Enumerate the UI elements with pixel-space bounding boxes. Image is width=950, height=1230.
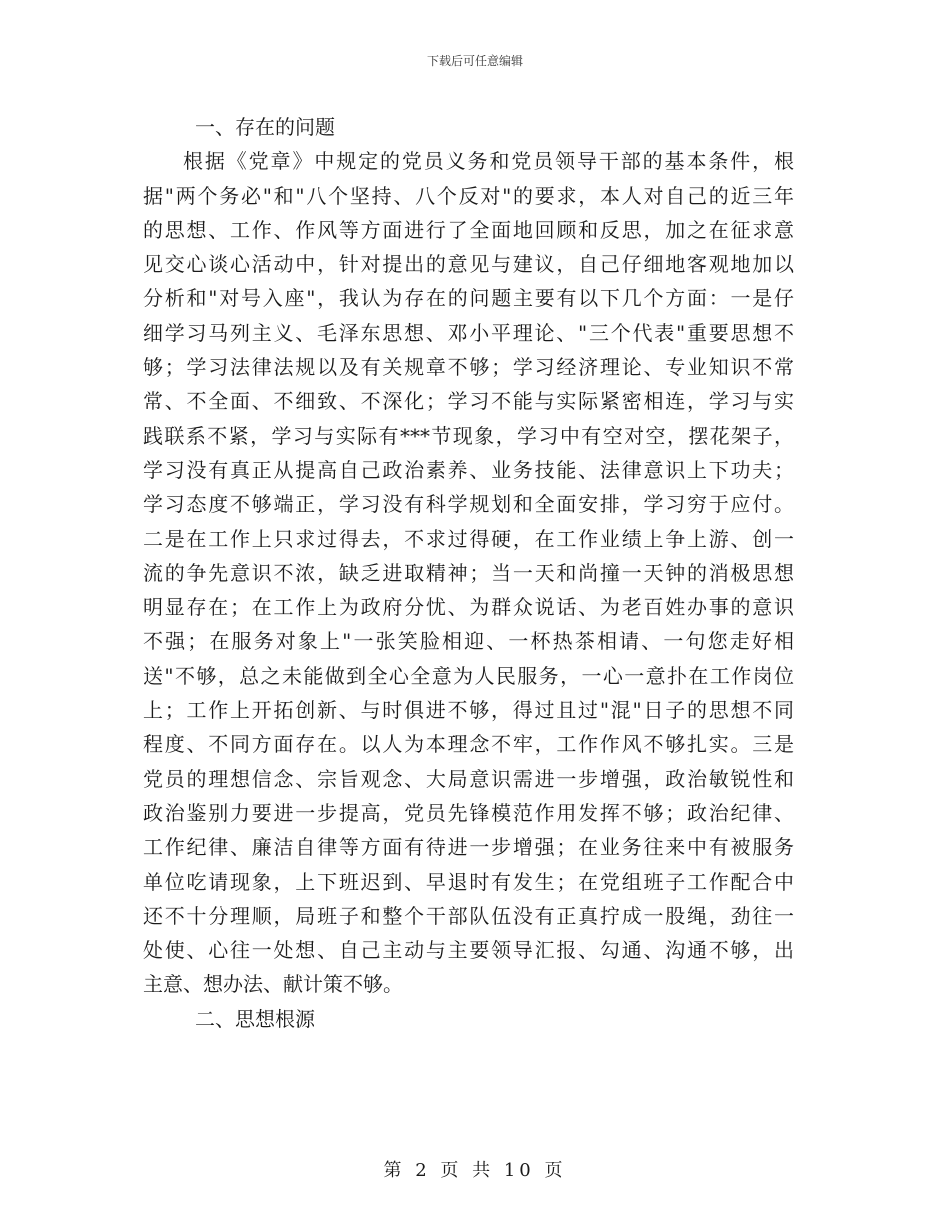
paragraph-line: 上；工作上开拓创新、与时俱进不够，得过且过"混"日子的思想不同	[143, 698, 794, 723]
paragraph-line: 二是在工作上只求过得去，不求过得硬，在工作业绩上争上游、创一	[143, 526, 794, 551]
paragraph-line: 还不十分理顺，局班子和整个干部队伍没有正真拧成一股绳，劲往一	[143, 903, 794, 928]
paragraph-line: 程度、不同方面存在。以人为本理念不牢，工作作风不够扎实。三是	[143, 732, 794, 757]
paragraph-line: 学习态度不够端正，学习没有科学规划和全面安排，学习穷于应付。	[143, 492, 794, 517]
paragraph-line: 常、不全面、不细致、不深化；学习不能与实际紧密相连，学习与实	[143, 389, 794, 414]
paragraph-line: 据"两个务必"和"八个坚持、八个反对"的要求，本人对自己的近三年	[143, 183, 794, 208]
paragraph-line: 送"不够，总之未能做到全心全意为人民服务，一心一意扑在工作岗位	[143, 663, 794, 688]
paragraph-line: 工作纪律、廉洁自律等方面有待进一步增强；在业务往来中有被服务	[143, 835, 794, 860]
paragraph-line: 党员的理想信念、宗旨观念、大局意识需进一步增强，政治敏锐性和	[143, 766, 794, 791]
paragraph-line: 不强；在服务对象上"一张笑脸相迎、一杯热茶相请、一句您走好相	[143, 629, 794, 654]
section-heading-ideological-roots: 二、思想根源	[195, 1006, 315, 1031]
paragraph-line: 分析和"对号入座"，我认为存在的问题主要有以下几个方面：一是仔	[143, 286, 794, 311]
problems-paragraph	[143, 144, 794, 1001]
paragraph-line: 政治鉴别力要进一步提高，党员先锋模范作用发挥不够；政治纪律、	[143, 800, 794, 825]
paragraph-line: 细学习马列主义、毛泽东思想、邓小平理论、"三个代表"重要思想不	[143, 320, 794, 345]
section-heading-problems: 一、存在的问题	[195, 115, 335, 139]
page-number-footer: 第 2 页 共 10 页	[383, 1160, 567, 1181]
paragraph-line: 单位吃请现象，上下班迟到、早退时有发生；在党组班子工作配合中	[143, 869, 794, 894]
paragraph-line: 根据《党章》中规定的党员义务和党员领导干部的基本条件，根	[183, 149, 794, 174]
paragraph-line: 的思想、工作、作风等方面进行了全面地回顾和反思，加之在征求意	[143, 217, 794, 242]
paragraph-line: 明显存在；在工作上为政府分忧、为群众说话、为老百姓办事的意识	[143, 595, 794, 620]
paragraph-line: 践联系不紧，学习与实际有***节现象，学习中有空对空，摆花架子，	[143, 423, 794, 448]
paragraph-line: 流的争先意识不浓，缺乏进取精神；当一天和尚撞一天钟的消极思想	[143, 560, 794, 585]
paragraph-line: 学习没有真正从提高自己政治素养、业务技能、法律意识上下功夫；	[143, 457, 794, 482]
document-body	[143, 110, 794, 1036]
page-header-note: 下载后可任意编辑	[426, 54, 523, 68]
paragraph-line: 主意、想办法、献计策不够。	[143, 972, 403, 997]
paragraph-line: 见交心谈心活动中，针对提出的意见与建议，自己仔细地客观地加以	[143, 252, 794, 277]
paragraph-line: 处使、心往一处想、自己主动与主要领导汇报、勾通、沟通不够，出	[143, 938, 794, 963]
paragraph-line: 够；学习法律法规以及有关规章不够；学习经济理论、专业知识不常	[143, 355, 794, 380]
